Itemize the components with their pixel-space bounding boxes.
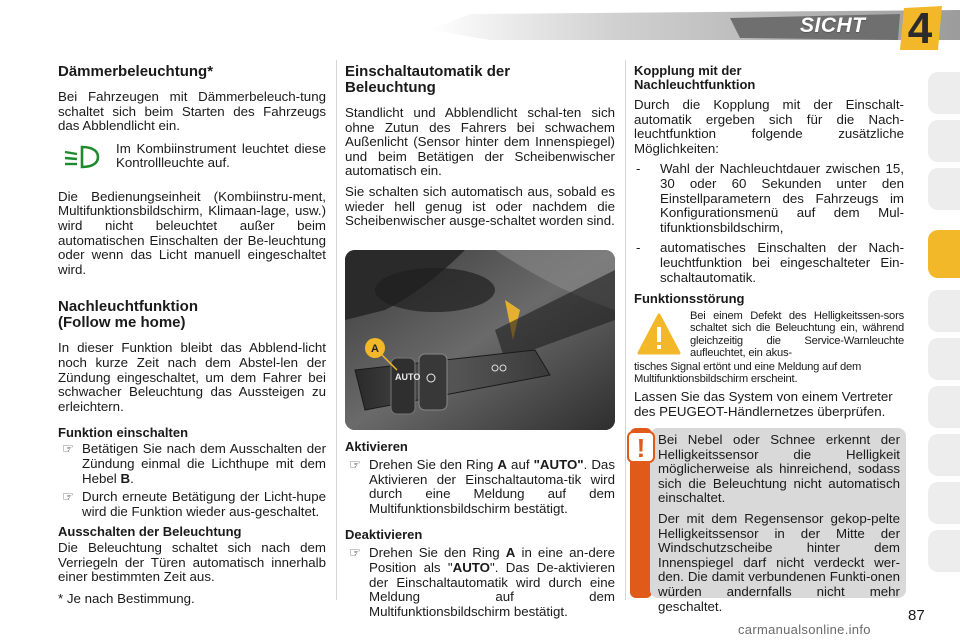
follow-title-line2: (Follow me home) [58, 314, 186, 332]
deactivate-bullet: ☞ Drehen Sie den Ring A in eine an-dere Position als "AUTO". Das De-aktivieren der Einschaltautomatik wird durch eine Meldung auf dem Multifunktionsbildschirm bestätigt. [349, 545, 615, 619]
exclamation-icon [626, 430, 656, 464]
warning-triangle-icon [636, 312, 682, 358]
watermark: carmanualsonline.info [738, 622, 871, 637]
svg-text:!: ! [636, 433, 646, 463]
side-tab-5[interactable] [928, 290, 960, 332]
auto-title-line2: Beleuchtung [345, 79, 436, 96]
side-tab-3[interactable] [928, 168, 960, 210]
side-tab-8[interactable] [928, 434, 960, 476]
dimmer-lamp-block [58, 142, 326, 176]
page-number: 87 [908, 607, 925, 624]
column-middle-lower [345, 440, 615, 619]
auto-paragraph-1: Standlicht und Abblendlicht schal-ten sich ohne Zutun des Fahrers bei schwachem Außenlicht (Sensor hinter dem Innenspiegel) und beim Betätigen der Scheibenwischer automatisch ein. [345, 105, 615, 179]
column-divider-1 [336, 60, 337, 600]
side-tab-2[interactable] [928, 120, 960, 162]
on-bullet-1: ☞ Betätigen Sie nach dem Ausschalten der Zündung einmal die Lichthupe mit dem Hebel B. [62, 441, 326, 486]
footnote: * Je nach Bestimmung. [58, 591, 195, 606]
couple-title-line2: Nachleuchtfunktion [634, 77, 756, 92]
on-title: Funktion einschalten [58, 425, 189, 441]
couple-title-line1: Kopplung mit der [634, 63, 742, 78]
warning-content [658, 433, 900, 614]
light-stalk-image [345, 250, 615, 430]
couple-dash-2: - automatisches Einschalten der Nach-leuchtfunktion bei eingeschalteter Ein-schaltautomatik. [636, 240, 904, 285]
warning-paragraph-1: Bei Nebel oder Schnee erkennt der Helligkeitssensor die Helligkeit möglicherweise als hinreichend, sodass sich die Beleuchtung nicht automatisch einschaltet. [658, 432, 900, 506]
label-a: A [371, 343, 379, 355]
side-tab-6[interactable] [928, 338, 960, 380]
warning-paragraph-2: Der mit dem Regensensor gekop-pelte Helligkeitssensor in der Mitte der Windschutzscheibe hinter dem Innenspiegel darf nicht verdeckt wer-den. Die damit verbundenen Funkti-onen würden andernfalls nicht mehr geschaltet. [658, 510, 900, 614]
chapter-title: SICHT [800, 14, 866, 37]
fault-small-text-2: tisches Signal ertönt und eine Meldung auf dem Multifunktionsbildschirm erscheint. [634, 361, 862, 386]
chapter-number: 4 [907, 4, 933, 53]
dimmer-lamp-text: Im Kombiinstrument leuchtet diese Kontrollleuchte auf. [116, 140, 326, 171]
exclamation-badge [626, 430, 656, 464]
dimmer-paragraph-2: Die Bedienungseinheit (Kombiinstru-ment, Multifunktionsbildschirm, Klimaan-lage, usw.) wird nicht beleuchtet außer beim automatischen Einschalten der Be-leuchtung oder wenn das Licht manuell eingeschaltet wird. [58, 188, 326, 277]
activate-bullet: ☞ Drehen Sie den Ring A auf "AUTO". Das Aktivieren der Einschaltautoma-tik wird durch eine Meldung auf dem Multifunktionsbildschirm bestätigt. [349, 457, 615, 516]
activate-title: Aktivieren [345, 439, 408, 454]
auto-paragraph-2: Sie schalten sich automatisch aus, sobald es wieder hell genug ist oder nachdem die Scheibenwischer ausge-schaltet worden sind. [345, 183, 615, 229]
couple-paragraph: Durch die Kopplung mit der Einschalt-automatik ergeben sich für die Nach-leuchtfunktion folgende zusätzliche Möglichkeiten: [634, 97, 904, 156]
fault-paragraph: Lassen Sie das System von einem Vertreter des PEUGEOT-Händlernetzes überprüfen. [634, 389, 893, 419]
deactivate-title: Deaktivieren [345, 527, 423, 543]
follow-title-line1: Nachleuchtfunktion [58, 298, 199, 316]
light-stalk-illustration [345, 250, 615, 430]
warning-triangle-graphic [636, 312, 682, 358]
fault-small-text-1: Bei einem Defekt des Helligkeitssen-sors schaltet sich die Beleuchtung ein, während gleichzeitig die Service-Warnleuchte aufleuchtet, ein akus- [690, 310, 904, 360]
follow-paragraph: In dieser Funktion bleibt das Abblend-licht noch kurze Zeit nach dem Abstel-len der Zündung eingeschaltet, um dem Fahrer bei schwacher Beleuchtung das Aussteigen zu erleichtern. [58, 340, 326, 414]
off-paragraph: Die Beleuchtung schaltet sich nach dem Verriegeln der Türen automatisch innerhalb einer bestimmten Zeit aus. [58, 540, 326, 585]
side-tab-9[interactable] [928, 482, 960, 524]
column-middle [345, 64, 615, 229]
auto-title-line1: Einschaltautomatik der [345, 63, 511, 80]
pointer-icon: ☞ [349, 545, 361, 561]
side-tab-4-active[interactable] [928, 230, 960, 278]
dimmer-paragraph-1: Bei Fahrzeugen mit Dämmerbeleuch-tung schaltet sich beim Starten des Fahrzeugs das Abblendlicht ein. [58, 89, 326, 134]
low-beam-lamp-icon [62, 144, 102, 170]
off-title: Ausschalten der Beleuchtung [58, 524, 242, 540]
header-band-graphic [430, 0, 960, 48]
stalk-auto-label: AUTO [395, 372, 421, 382]
dimmer-title: Dämmerbeleuchtung* [58, 63, 214, 80]
pointer-icon: ☞ [62, 441, 74, 457]
column-left [58, 64, 326, 585]
on-bullet-2: ☞ Durch erneute Betätigung der Licht-hupe wird die Funktion wieder aus-geschaltet. [62, 489, 326, 519]
column-divider-2 [625, 60, 626, 600]
side-tab-10[interactable] [928, 530, 960, 572]
pointer-icon: ☞ [62, 489, 74, 505]
fault-title: Funktionsstörung [634, 291, 745, 306]
column-right [634, 64, 904, 285]
couple-dash-1: - Wahl der Nachleuchtdauer zwischen 15, 30 oder 60 Sekunden unter den Einstellparametern des Fahrzeugs im Konfigurationsmenü auf dem Mul-tifunktionsbildschirm, [636, 161, 904, 235]
pointer-icon: ☞ [349, 457, 361, 472]
side-tab-7[interactable] [928, 386, 960, 428]
header-band [430, 0, 960, 48]
side-tab-1[interactable] [928, 72, 960, 114]
